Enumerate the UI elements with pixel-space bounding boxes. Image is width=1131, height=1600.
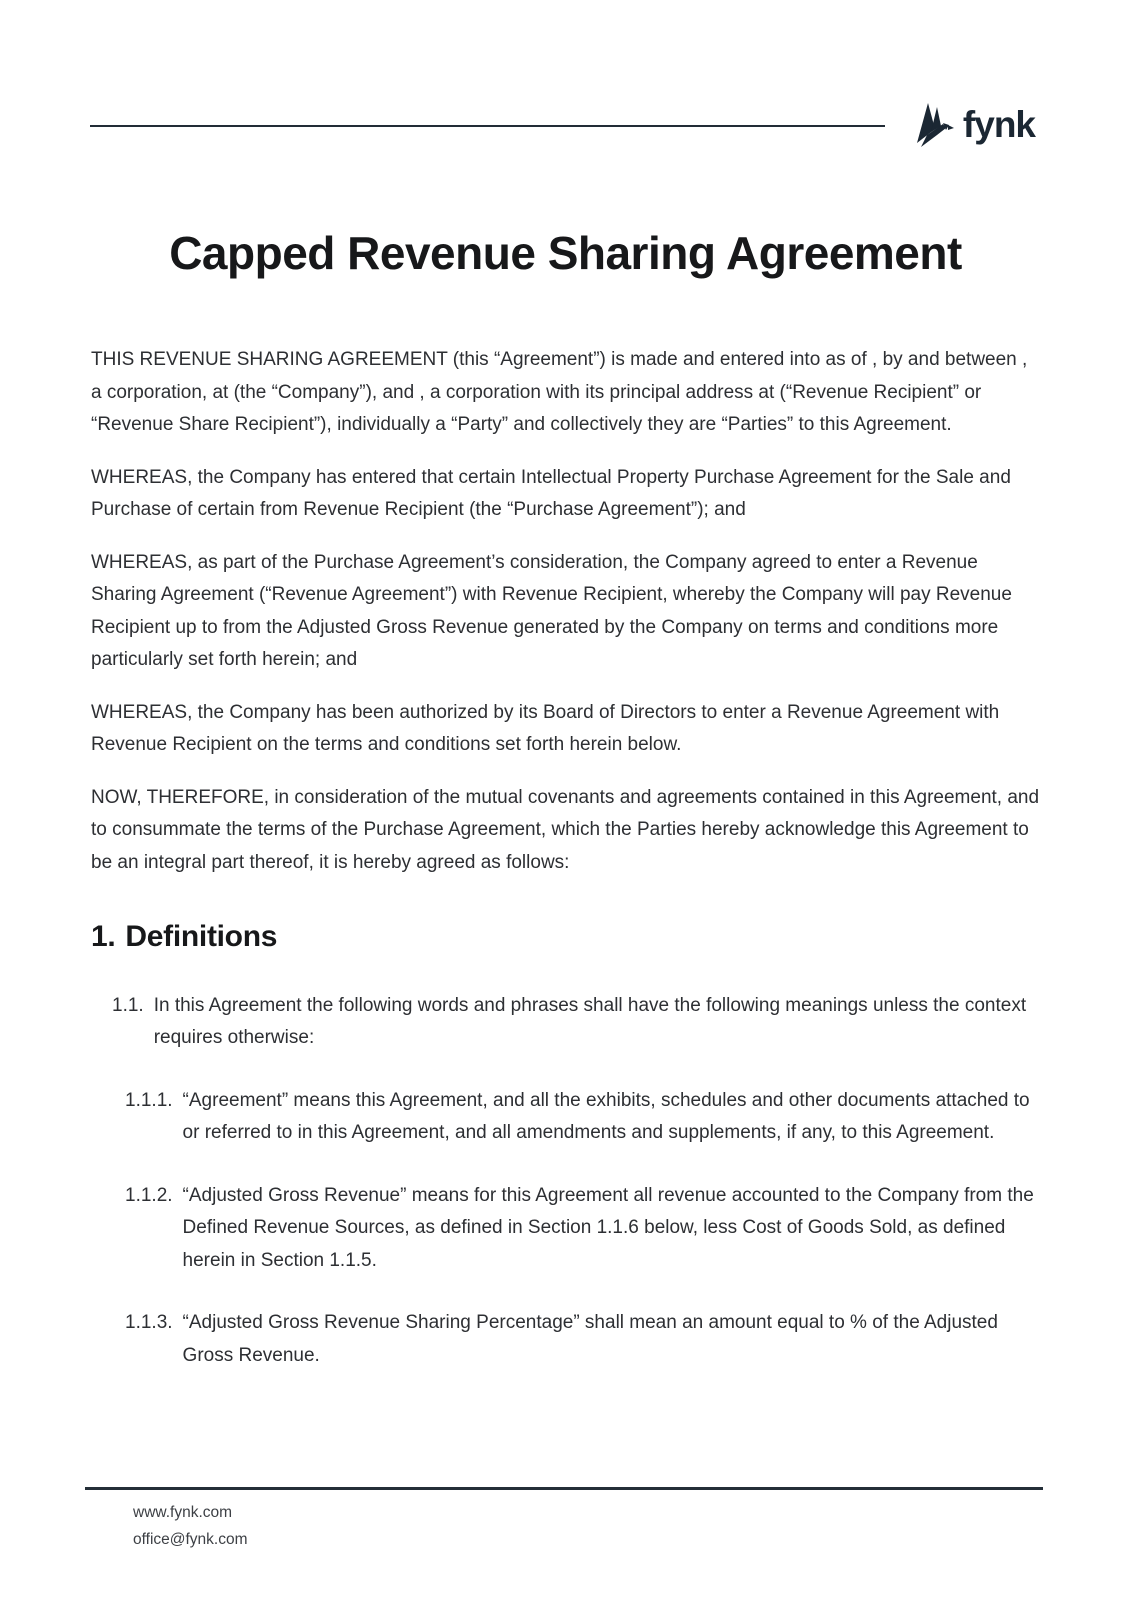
clause-text: “Agreement” means this Agreement, and all the exhibits, schedules and other documents attached to or referred to in this Agreement, and all amendments and supplements, if any, to this Agreement.	[182, 1089, 1030, 1143]
intro-paragraph-2: WHEREAS, the Company has entered that certain Intellectual Property Purchase Agreement for the Sale and Purchase of certain from Revenue Recipient (the “Purchase Agreement”); and	[91, 466, 1011, 520]
clause-number: 1.1.	[112, 994, 144, 1016]
intro-paragraph-4: WHEREAS, the Company has been authorized by its Board of Directors to enter a Revenue Agreement with Revenue Recipient on the terms and conditions set forth herein below.	[91, 701, 1000, 755]
footer-website: www.fynk.com	[133, 1504, 233, 1521]
clause-number: 1.1.1.	[125, 1089, 173, 1111]
section-title: Definitions	[125, 920, 278, 953]
clause-text: “Adjusted Gross Revenue” means for this Agreement all revenue accounted to the Company from the Defined Revenue Sources, as defined in Section 1.1.6 below, less Cost of Goods Sold, as defined herein in Section 1.1.5.	[182, 1184, 1034, 1271]
document-body	[91, 344, 1041, 1402]
page-header	[90, 96, 1035, 156]
clause-1-1-3	[125, 1307, 1041, 1372]
clause-number: 1.1.3.	[125, 1312, 173, 1333]
intro-paragraph-3: WHEREAS, as part of the Purchase Agreement’s consideration, the Company agreed to enter a Revenue Sharing Agreement (“Revenue Agreement”) with Revenue Recipient, whereby the Company will pay Revenue Recipient up to from the Adjusted Gross Revenue generated by the Company on terms and conditions more particularly set forth herein; and	[91, 551, 1012, 670]
intro-paragraph-5: NOW, THEREFORE, in consideration of the mutual covenants and agreements contained in this Agreement, and to consummate the terms of the Purchase Agreement, which the Parties hereby acknowledge this Agreement to be an integral part thereof, it is hereby agreed as follows:	[91, 786, 1040, 873]
document-title: Capped Revenue Sharing Agreement	[169, 227, 962, 279]
fynk-wordmark: fynk	[962, 103, 1035, 145]
clause-text: “Adjusted Gross Revenue Sharing Percentage” shall mean an amount equal to % of the Adjusted Gross Revenue.	[182, 1312, 998, 1366]
clause-text: In this Agreement the following words and phrases shall have the following meanings unless the context requires otherwise:	[153, 994, 1027, 1048]
clause-1-1-1	[125, 1085, 1041, 1150]
header-divider	[90, 125, 885, 127]
clause-1-1-2	[125, 1180, 1041, 1278]
origami-bird-icon	[913, 102, 955, 150]
page-footer	[85, 1487, 1043, 1553]
footer-email: office@fynk.com	[133, 1531, 248, 1548]
clause-number: 1.1.2.	[125, 1184, 173, 1206]
intro-paragraph-1: THIS REVENUE SHARING AGREEMENT (this “Agreement”) is made and entered into as of , by and between , a corporation, at (the “Company”), and , a corporation with its principal address at (“Revenue Recipient” or “Revenue Share Recipient”), individually a “Party” and collectively they are “Parties” to this Agreement.	[91, 349, 1028, 435]
section-heading-definitions	[91, 921, 1041, 954]
section-number: 1.	[91, 920, 116, 953]
fynk-logo	[913, 102, 1035, 150]
clause-1-1	[112, 990, 1041, 1055]
